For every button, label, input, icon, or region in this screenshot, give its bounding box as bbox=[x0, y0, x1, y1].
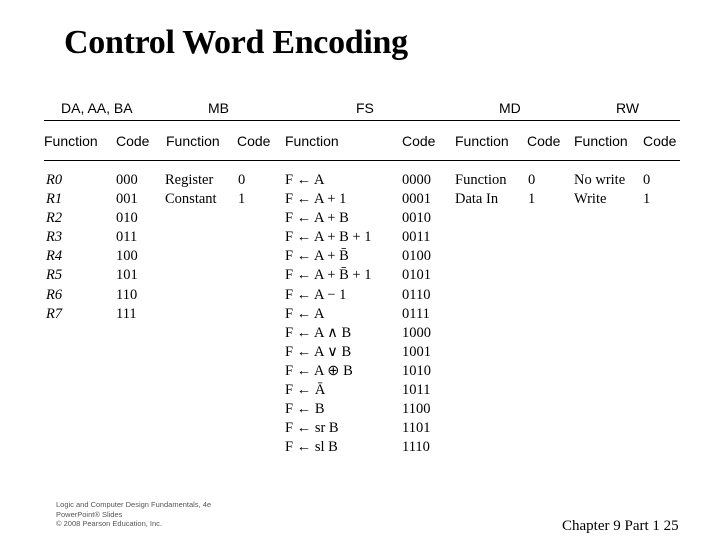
copyright-line: © 2008 Pearson Education, Inc. bbox=[56, 519, 163, 528]
subheader-mb-code: Code bbox=[237, 133, 271, 149]
register-name: R6 bbox=[46, 286, 63, 303]
md-function: Data In bbox=[455, 191, 499, 208]
fs-code: 1100 bbox=[402, 401, 431, 418]
register-code: 011 bbox=[116, 229, 138, 246]
fs-code: 1110 bbox=[402, 439, 430, 456]
header-da-aa-ba: DA, AA, BA bbox=[61, 100, 133, 116]
register-code: 010 bbox=[116, 210, 138, 227]
fs-code: 0011 bbox=[402, 229, 431, 246]
register-name: R1 bbox=[46, 191, 63, 208]
rw-function: Write bbox=[574, 191, 607, 208]
header-mb: MB bbox=[208, 100, 229, 116]
fs-code-column bbox=[402, 171, 431, 457]
fs-function-column bbox=[285, 171, 371, 457]
register-code: 000 bbox=[116, 172, 138, 188]
fs-function: F ← A + 1 bbox=[285, 191, 347, 208]
md-function: Function bbox=[455, 172, 507, 188]
mb-code: 1 bbox=[238, 191, 246, 208]
md-function-column bbox=[455, 171, 507, 209]
fs-function: F ← A − 1 bbox=[285, 286, 347, 303]
register-code: 110 bbox=[116, 286, 138, 303]
fs-code: 0101 bbox=[402, 267, 431, 284]
fs-code: 0000 bbox=[402, 172, 431, 188]
book-title-line: Logic and Computer Design Fundamentals, 4e bbox=[56, 500, 212, 509]
fs-code: 1000 bbox=[402, 324, 431, 341]
register-code: 101 bbox=[116, 267, 138, 284]
subheader-mb-function: Function bbox=[166, 133, 220, 149]
subheader-md-code: Code bbox=[527, 133, 561, 149]
slide-title: Control Word Encoding bbox=[64, 24, 408, 61]
fs-code: 1011 bbox=[402, 382, 431, 399]
fs-function: F ← A + B + 1 bbox=[285, 229, 372, 246]
fs-code: 1101 bbox=[402, 420, 431, 437]
register-code: 111 bbox=[116, 305, 137, 322]
slides-line: PowerPoint® Slides bbox=[56, 509, 123, 519]
rw-function: No write bbox=[574, 172, 626, 188]
fs-code: 0001 bbox=[402, 191, 431, 208]
register-name: R7 bbox=[46, 305, 63, 322]
mb-code-column bbox=[238, 171, 245, 209]
register-name: R5 bbox=[46, 267, 63, 284]
mb-function-column bbox=[165, 171, 217, 209]
rw-function-column bbox=[574, 171, 625, 209]
publisher-credit bbox=[56, 500, 211, 529]
fs-function: F ← A bbox=[285, 305, 325, 322]
register-name: R2 bbox=[46, 210, 63, 227]
fs-code: 1001 bbox=[402, 343, 431, 360]
fs-function: F ← sl B bbox=[285, 439, 338, 456]
header-fs: FS bbox=[356, 100, 374, 116]
fs-function: F ← Ā bbox=[285, 382, 326, 399]
subheader-reg-code: Code bbox=[116, 133, 150, 149]
subheader-rw-code: Code bbox=[643, 133, 677, 149]
fs-code: 1010 bbox=[402, 362, 431, 379]
md-code: 0 bbox=[528, 172, 536, 188]
register-name: R0 bbox=[46, 172, 63, 188]
header-md: MD bbox=[499, 100, 521, 116]
fs-code: 0010 bbox=[402, 210, 431, 227]
header-rule-bottom bbox=[44, 160, 680, 161]
fs-function: F ← A ∨ B bbox=[285, 343, 352, 360]
subheader-fs-function: Function bbox=[285, 133, 339, 149]
mb-code: 0 bbox=[238, 172, 246, 188]
subheader-reg-function: Function bbox=[44, 133, 98, 149]
subheader-rw-function: Function bbox=[574, 133, 628, 149]
fs-code: 0111 bbox=[402, 305, 430, 322]
fs-function: F ← A + B̄ bbox=[285, 248, 349, 265]
header-rule-top bbox=[44, 120, 680, 121]
fs-function: F ← A ⊕ B bbox=[285, 362, 353, 379]
fs-code: 0100 bbox=[402, 248, 431, 265]
register-name: R3 bbox=[46, 229, 63, 246]
mb-function: Constant bbox=[165, 191, 217, 208]
fs-function: F ← A ∧ B bbox=[285, 324, 352, 341]
md-code-column bbox=[528, 171, 535, 209]
slide-reference: Chapter 9 Part 1 25 bbox=[562, 518, 679, 534]
fs-function: F ← A + B bbox=[285, 210, 349, 227]
md-code: 1 bbox=[528, 191, 536, 208]
register-code-column bbox=[116, 171, 138, 324]
fs-function: F ← A + B̄ + 1 bbox=[285, 267, 372, 284]
register-function-column bbox=[46, 171, 62, 324]
fs-code: 0110 bbox=[402, 286, 431, 303]
fs-function: F ← B bbox=[285, 401, 325, 418]
mb-function: Register bbox=[165, 172, 214, 188]
fs-function: F ← sr B bbox=[285, 420, 339, 437]
rw-code: 1 bbox=[643, 191, 651, 208]
register-code: 100 bbox=[116, 248, 138, 265]
rw-code-column bbox=[643, 171, 650, 209]
fs-function: F ← A bbox=[285, 172, 325, 188]
register-name: R4 bbox=[46, 248, 63, 265]
subheader-fs-code: Code bbox=[402, 133, 436, 149]
subheader-md-function: Function bbox=[455, 133, 509, 149]
header-rw: RW bbox=[616, 100, 640, 116]
rw-code: 0 bbox=[643, 172, 651, 188]
register-code: 001 bbox=[116, 191, 138, 208]
